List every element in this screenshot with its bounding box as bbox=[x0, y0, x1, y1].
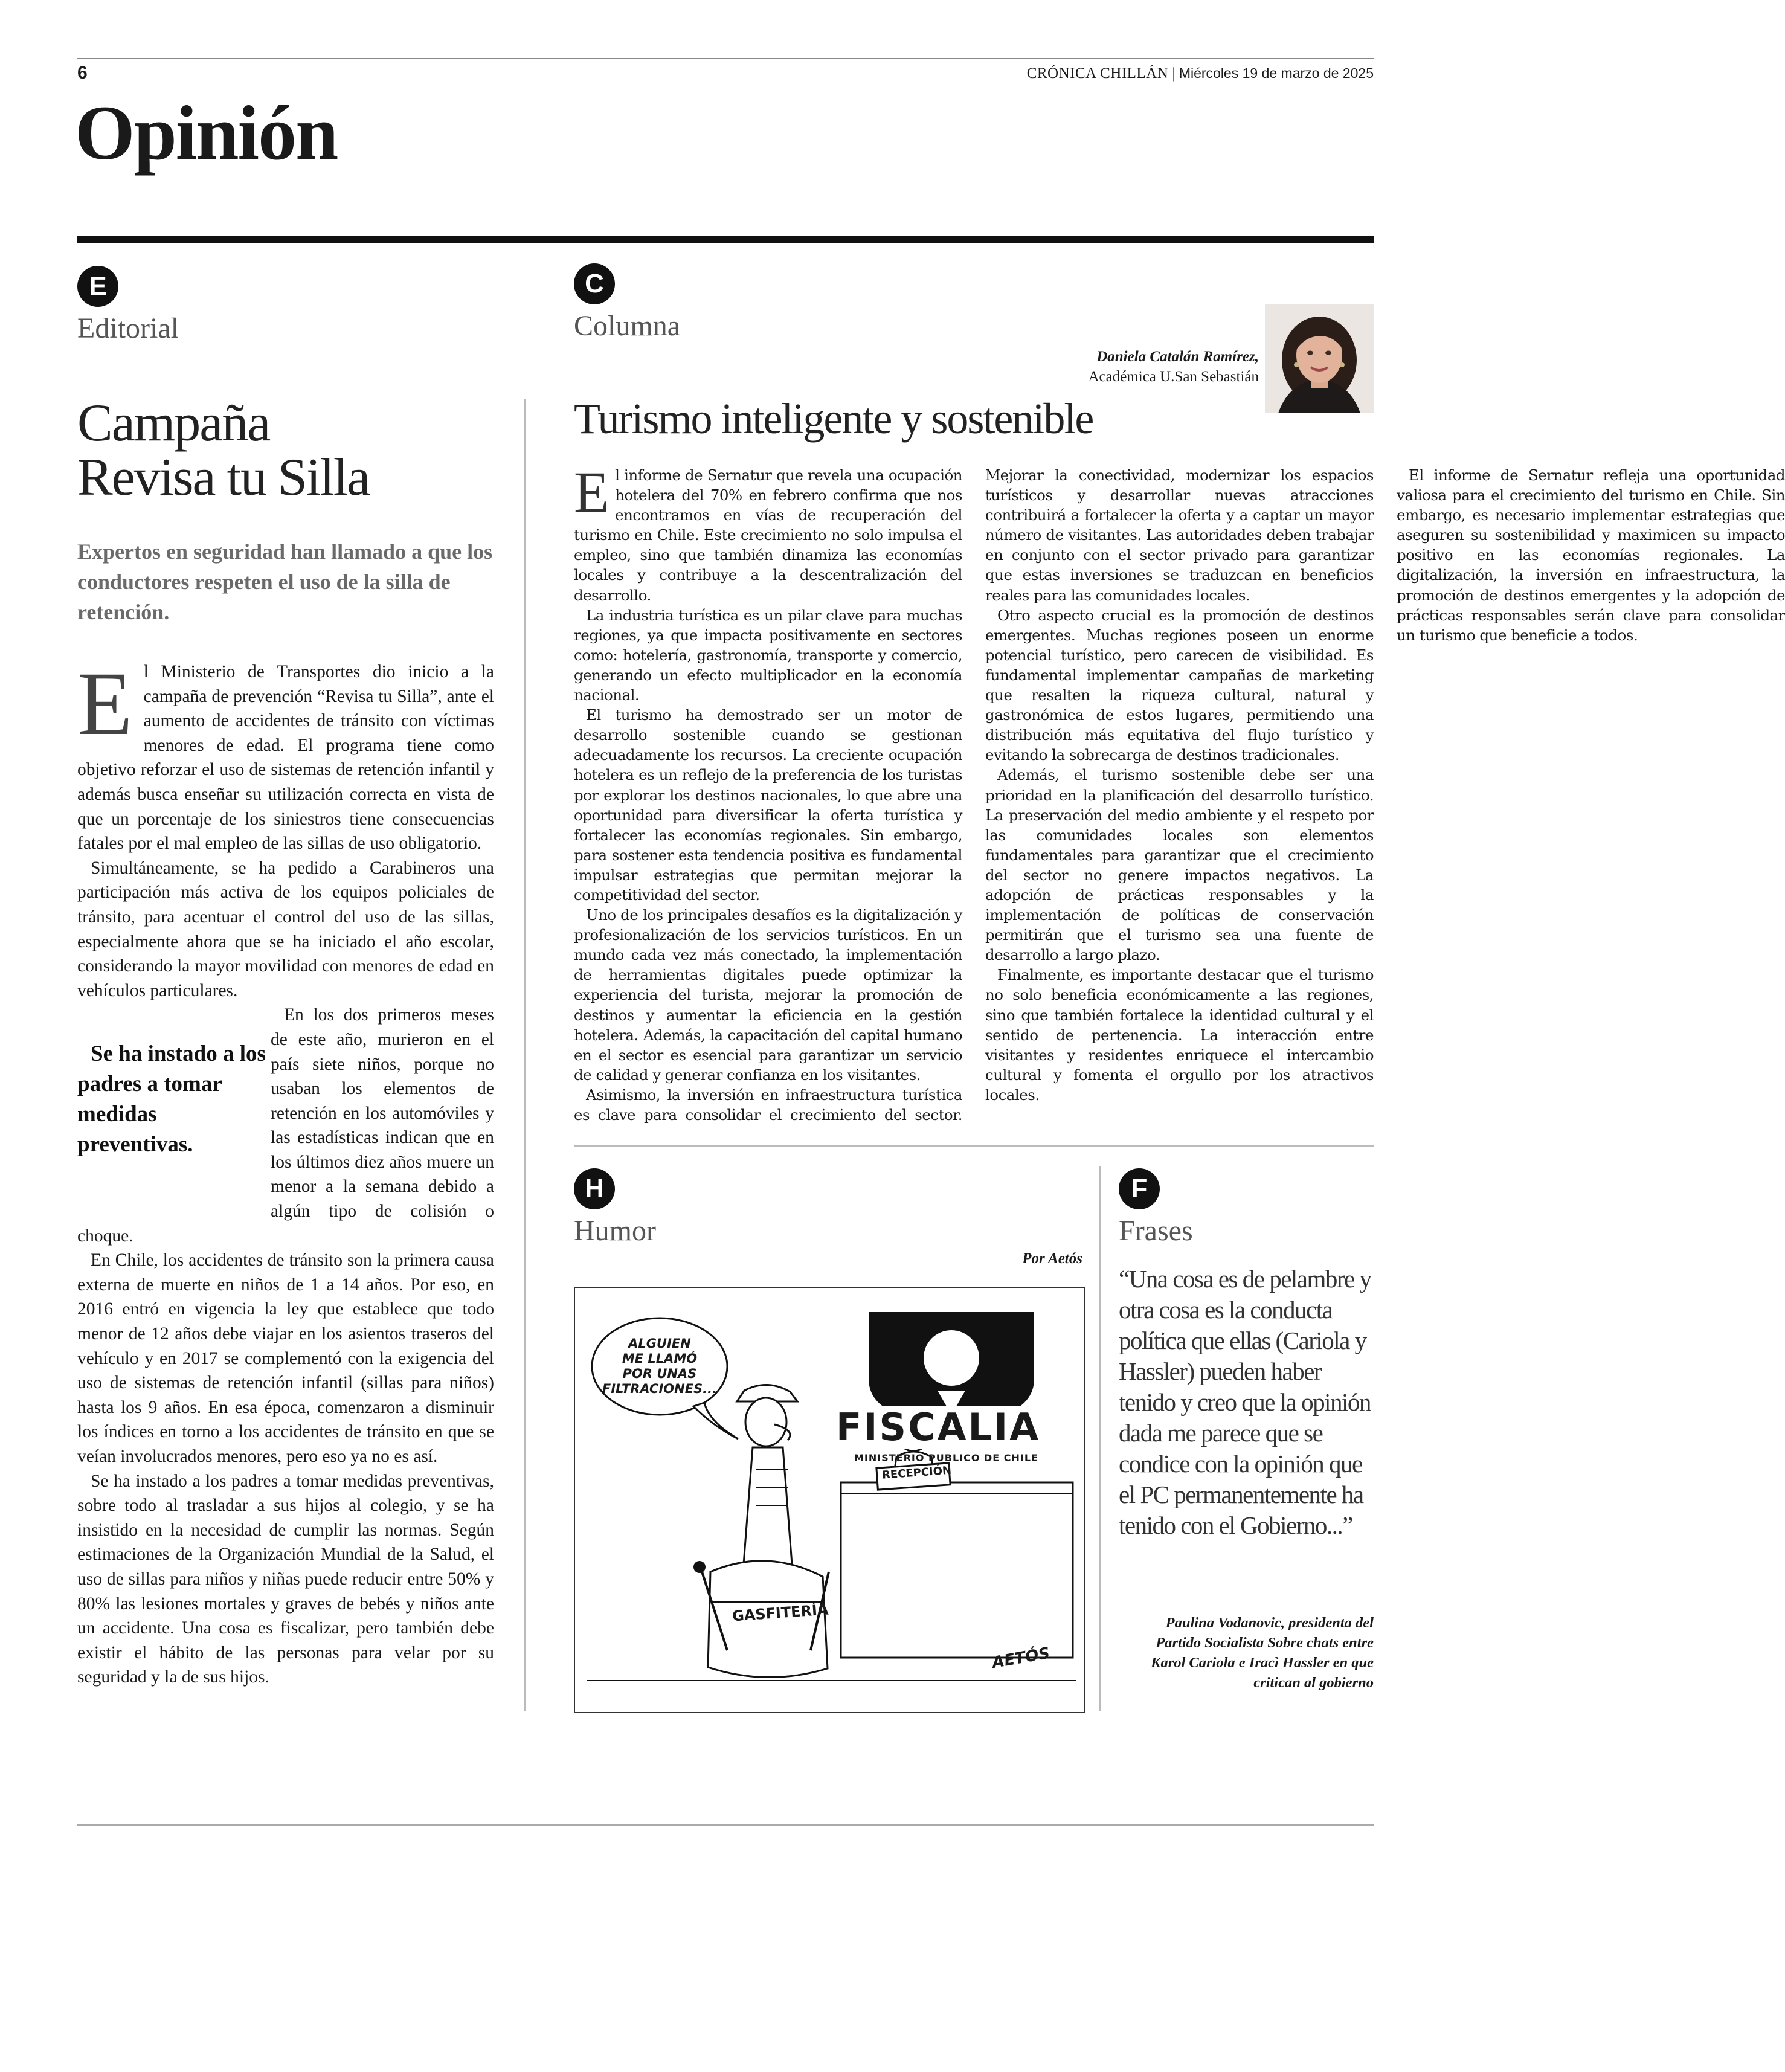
column-label: Columna bbox=[574, 310, 680, 342]
bubble-line-4: FILTRACIONES... bbox=[602, 1382, 718, 1396]
column-byline bbox=[906, 347, 1259, 387]
issue-date: Miércoles 19 de marzo de 2025 bbox=[1179, 65, 1374, 81]
humor-credit: Por Aetós bbox=[1022, 1250, 1082, 1267]
column-paragraph-2: La industria turística es un pilar clave para muchas regiones, ya que impacta positivamente en sectores como: hotelería, gastronomía, transporte y comercio, generando un efecto multiplicador en la economía nacional. bbox=[574, 606, 962, 704]
masthead-info bbox=[966, 65, 1374, 82]
column-paragraph-7: Además, el turismo sostenible debe ser una prioridad en la planificación del desarrollo turístico. La preservación del medio ambiente y el respeto por las comunidades locales son elementos fundamentales para garantizar que el crecimiento del sector no genere impactos negativos. La adopción de prácticas responsables y la implementación de políticas de conservación permitirán que el turismo sea una fuente de desarrollo a largo plazo. bbox=[985, 766, 1374, 964]
column-paragraph-3: El turismo ha demostrado ser un motor de desarrollo sostenible cuando se gestionan adecuadamente los recursos. La creciente ocupación hotelera es un reflejo de la preferencia de los turistas por explorar los destinos nacionales, lo que abre una oportunidad para diversificar la oferta turística y fortalecer las economías regionales. Sin embargo, para sostener esta tendencia positiva es fundamental impulsar estrategias que permitan mejorar la competitividad del sector. bbox=[574, 706, 962, 904]
editorial-dropcap: E bbox=[77, 654, 133, 754]
bubble-line-2: ME LLAMÓ bbox=[622, 1351, 698, 1366]
editorial-badge: E bbox=[77, 266, 118, 307]
editorial-paragraph-1: El Ministerio de Transportes dio inicio a la campaña de prevención “Revisa tu Silla”, ante el aumento de accidentes de tránsito con víctimas menores de edad. El programa tiene como objetivo reforzar el uso de sistemas de retención infantil y además busca enseñar su utilización correcta en vista de que un porcentaje de los siniestros tiene consecuencias fatales por el mal empleo de las sillas de uso obligatorio. bbox=[77, 654, 494, 854]
editorial-paragraph-4: En Chile, los accidentes de tránsito son la primera causa externa de muerte en niños de 1 a 14 años. Por eso, en 2016 entró en vigencia la ley que establece que todo menor de 12 años debe viajar en los asientos traseros del vehículo y en 2017 se complementó con la exigencia del uso de sistemas de retención infantil (sillas para niños) hasta los 9 años. En esa época, comenzaron a disminuir los índices en torno a los accidentes de tránsito en que se veían involucrados menores, pero eso ya no es así. bbox=[77, 1250, 494, 1466]
column-paragraph-8: Finalmente, es importante destacar que el turismo no solo beneficia económicamente a las regiones, sino que también fortalece la identidad cultural y el sentido de pertenencia. La interacción entre visitantes y residentes enriquece el intercambio cultural y fomenta el orgullo por los atractivos locales. bbox=[985, 966, 1374, 1104]
editorial-lead: Expertos en seguridad han llamado a que los conductores respeten el uso de la silla de retención. bbox=[77, 539, 493, 624]
paper-name: CRÓNICA CHILLÁN bbox=[1026, 65, 1169, 82]
humor-badge: H bbox=[574, 1168, 615, 1209]
column-paragraph-5: Asimismo, la inversión en infraestructura turística es clave para consolidar el crecimiento del sector. Mejorar la conectividad, modernizar los espacios turísticos y desarrollar nuevas atracciones contribuirá a fortalecer la oferta y a captar un mayor número de visitantes. Las autoridades deben trabajar en conjunto con el sector privado para garantizar que estas inversiones se traduzcan en beneficios reales para las comunidades locales. bbox=[574, 466, 1374, 1124]
bubble-line-3: POR UNAS bbox=[622, 1366, 697, 1381]
frases-badge: F bbox=[1119, 1168, 1160, 1209]
column-paragraph-9: El informe de Sernatur refleja una oportunidad valiosa para el crecimiento del turismo en Chile. Sin embargo, es necesario implementar estrategias que aseguren su sostenibilidad y maximicen su impacto positivo en las economías regionales. La digitalización, la inversión en infraestructura, la promoción de destinos emergentes y la adopción de prácticas responsables serán clave para consolidar un turismo que beneficie a todos. bbox=[1397, 466, 1785, 644]
column-paragraph-4: Uno de los principales desafíos es la digitalización y profesionalización de los servicios turísticos. En un mundo cada vez más conectado, la implementación de herramientas digitales puede optimizar la experiencia del turista, mejorar la promoción de destinos y aumentar la eficiencia en la gestión hotelera. Además, la capacitación del capital humano en el sector es esencial para garantizar un servicio de calidad y generar confianza en los visitantes. bbox=[574, 906, 962, 1084]
section-heavy-rule bbox=[77, 236, 1374, 243]
header-top-rule bbox=[77, 58, 1374, 59]
editorial-paragraph-2: Simultáneamente, se ha pedido a Carabineros una participación más activa de los equipos policiales de tránsito, para acentuar el control del uso de las sillas, especialmente ahora que se ha iniciado el año escolar, considerando la mayor movilidad con menores de edad en vehículos particulares. bbox=[77, 858, 494, 1000]
column-body bbox=[574, 460, 1785, 1130]
column-badge: C bbox=[574, 263, 615, 304]
humor-label: Humor bbox=[574, 1215, 656, 1247]
column-dropcap: E bbox=[574, 460, 609, 524]
editorial-body bbox=[77, 654, 494, 1690]
bubble-line-1: ALGUIEN bbox=[628, 1336, 691, 1351]
cartoon bbox=[574, 1287, 1085, 1713]
speech-bubble-text bbox=[599, 1336, 720, 1397]
frases-quote: “Una cosa es de pelambre y otra cosa es la conducta política que ellas (Cariola y Hassler) pueden haber tenido y creo que la opinión dada me parece que se condice con la opinión que el PC permanentemente ha tenido con el Gobierno...” bbox=[1119, 1265, 1371, 1539]
column-paragraph-6: Otro aspecto crucial es la promoción de destinos emergentes. Muchas regiones poseen un enorme potencial turístico, pero carecen de visibilidad. Es fundamental implementar campañas de marketing que resalten la riqueza cultural, natural y gastronómica de estos lugares, permitiendo una distribución más equitativa del flujo turístico y evitando la sobrecarga de destinos tradicionales. bbox=[985, 606, 1374, 764]
column-author: Daniela Catalán Ramírez, bbox=[1096, 349, 1259, 365]
editorial-title-line1: Campaña bbox=[77, 394, 270, 452]
editorial-title bbox=[77, 396, 369, 505]
column-bottom-rule bbox=[574, 1145, 1374, 1147]
cartoon-signature: AETÓS bbox=[991, 1644, 1052, 1673]
footer-rule bbox=[77, 1824, 1374, 1826]
fiscalia-sign: FISCALIA bbox=[834, 1406, 1043, 1449]
author-portrait-illustration bbox=[1265, 304, 1374, 413]
editorial-paragraph-5: Se ha instado a los padres a tomar medidas preventivas, sobre todo al trasladar a sus hijos al colegio, y se ha insistido en la necesidad de cumplir las normas. Según estimaciones de la Organización Mundial de la Salud, el uso de sillas para niños y niñas puede reducir entre 50% y 80% las lesiones mortales y graves de bebés y niños ante un accidente. Una cosa es fiscalizar, pero también debe existir el hábito de las personas para velar por su seguridad y la de sus hijos. bbox=[77, 1471, 494, 1687]
editorial-pullquote: Se ha instado a los padres a tomar medidas preventivas. bbox=[77, 1041, 266, 1157]
column-title: Turismo inteligente y sostenible bbox=[574, 394, 1093, 443]
separator: | bbox=[1172, 65, 1176, 82]
bag-label: GASFITERÍA bbox=[732, 1601, 829, 1625]
section-title: Opinión bbox=[75, 90, 338, 176]
editorial-label: Editorial bbox=[77, 312, 179, 344]
page-number: 6 bbox=[77, 63, 88, 83]
humor-frases-divider bbox=[1099, 1166, 1101, 1711]
ministerio-sign: MINISTERIO PUBLICO DE CHILE bbox=[854, 1452, 1038, 1464]
author-photo bbox=[1265, 304, 1374, 413]
editorial-column-divider bbox=[524, 399, 526, 1711]
column-affiliation: Académica U.San Sebastián bbox=[1088, 368, 1259, 385]
editorial-title-line2: Revisa tu Silla bbox=[77, 448, 370, 507]
editorial-paragraph-3: Se ha instado a los padres a tomar medidas preventivas. En los dos primeros meses de este año, murieron en el país siete niños, porque no usaban los elementos de retención en los automóviles y las estadísticas indican que en los últimos diez años muere un menor a la semana debido a algún tipo de colisión o choque. bbox=[77, 1003, 494, 1248]
frases-label: Frases bbox=[1119, 1215, 1193, 1247]
frases-attribution: Paulina Vodanovic, presidenta del Partido Socialista Sobre chats entre Karol Cariola e Iracì Hassler en que critican al gobierno bbox=[1151, 1615, 1374, 1691]
column-paragraph-1: El informe de Sernatur que revela una ocupación hotelera del 70% en febrero confirma que nos encontramos en vías de recuperación del turismo en Chile. Este crecimiento no solo impulsa el empleo, sino que también dinamiza las economías locales y contribuye a la descentralización del desarrollo. bbox=[574, 460, 962, 604]
reception-sign: RECEPCIÓN bbox=[881, 1464, 952, 1482]
